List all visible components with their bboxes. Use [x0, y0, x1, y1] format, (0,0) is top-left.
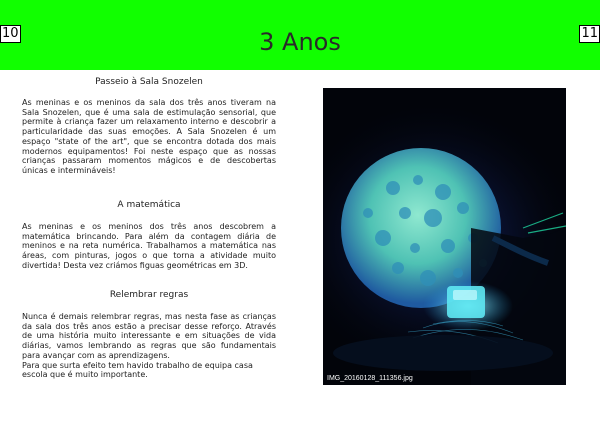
photo-image: [323, 88, 566, 385]
section-title: Passeio à Sala Snozelen: [95, 77, 203, 87]
page-header: [0, 0, 600, 70]
sensory-room-photo: [323, 88, 566, 385]
photo-caption: IMG_20160128_111356.jpg: [327, 375, 413, 382]
section-body: As meninas e os meninos dos três anos descobrem a matemática brincando. Para além da contagem diária de meninos e na reta numérica. Trabalhamos a matemática nas áreas, com pinturas, jogos o que torna a atividade muito divertida! Desta vez criámos figuas geométricas em 3D.: [22, 222, 276, 270]
section-body: As meninas e os meninos da sala dos três anos tiveram na Sala Snozelen, que é uma sala de estimulação sensorial, que permite à criança fazer um relaxamento interno e descobrir a particularidade das suas emoções. A Sala Snozelen é um espaço "state of the art", que se encontra dotada dos mais modernos equipamentos! Foi neste espaço que as nossas crianças passaram momentos mágicos e de descobertas únicas e intermináveis!: [22, 98, 276, 175]
page-number-left: 10: [2, 26, 19, 41]
section-body-closing: Para que surta efeito tem havido trabalho de equipa casa escola que é muito importante.: [22, 360, 253, 380]
section-snozelen: [22, 77, 276, 176]
section-body: Nunca é demais relembrar regras, mas nesta fase as crianças da sala dos três anos estão a precisar desse reforço. Através de uma história muito interessante e em situações de vida diárias, vamos lembrando as regras que são fundamentais para avançar com as aprendizagens.: [22, 312, 276, 360]
section-regras: [22, 290, 276, 380]
section-title: A matemática: [117, 200, 181, 210]
page-title: 3 Anos: [259, 28, 341, 56]
page-number-right: 11: [581, 26, 598, 41]
section-title: Relembrar regras: [109, 290, 189, 300]
section-matematica: [22, 200, 276, 271]
